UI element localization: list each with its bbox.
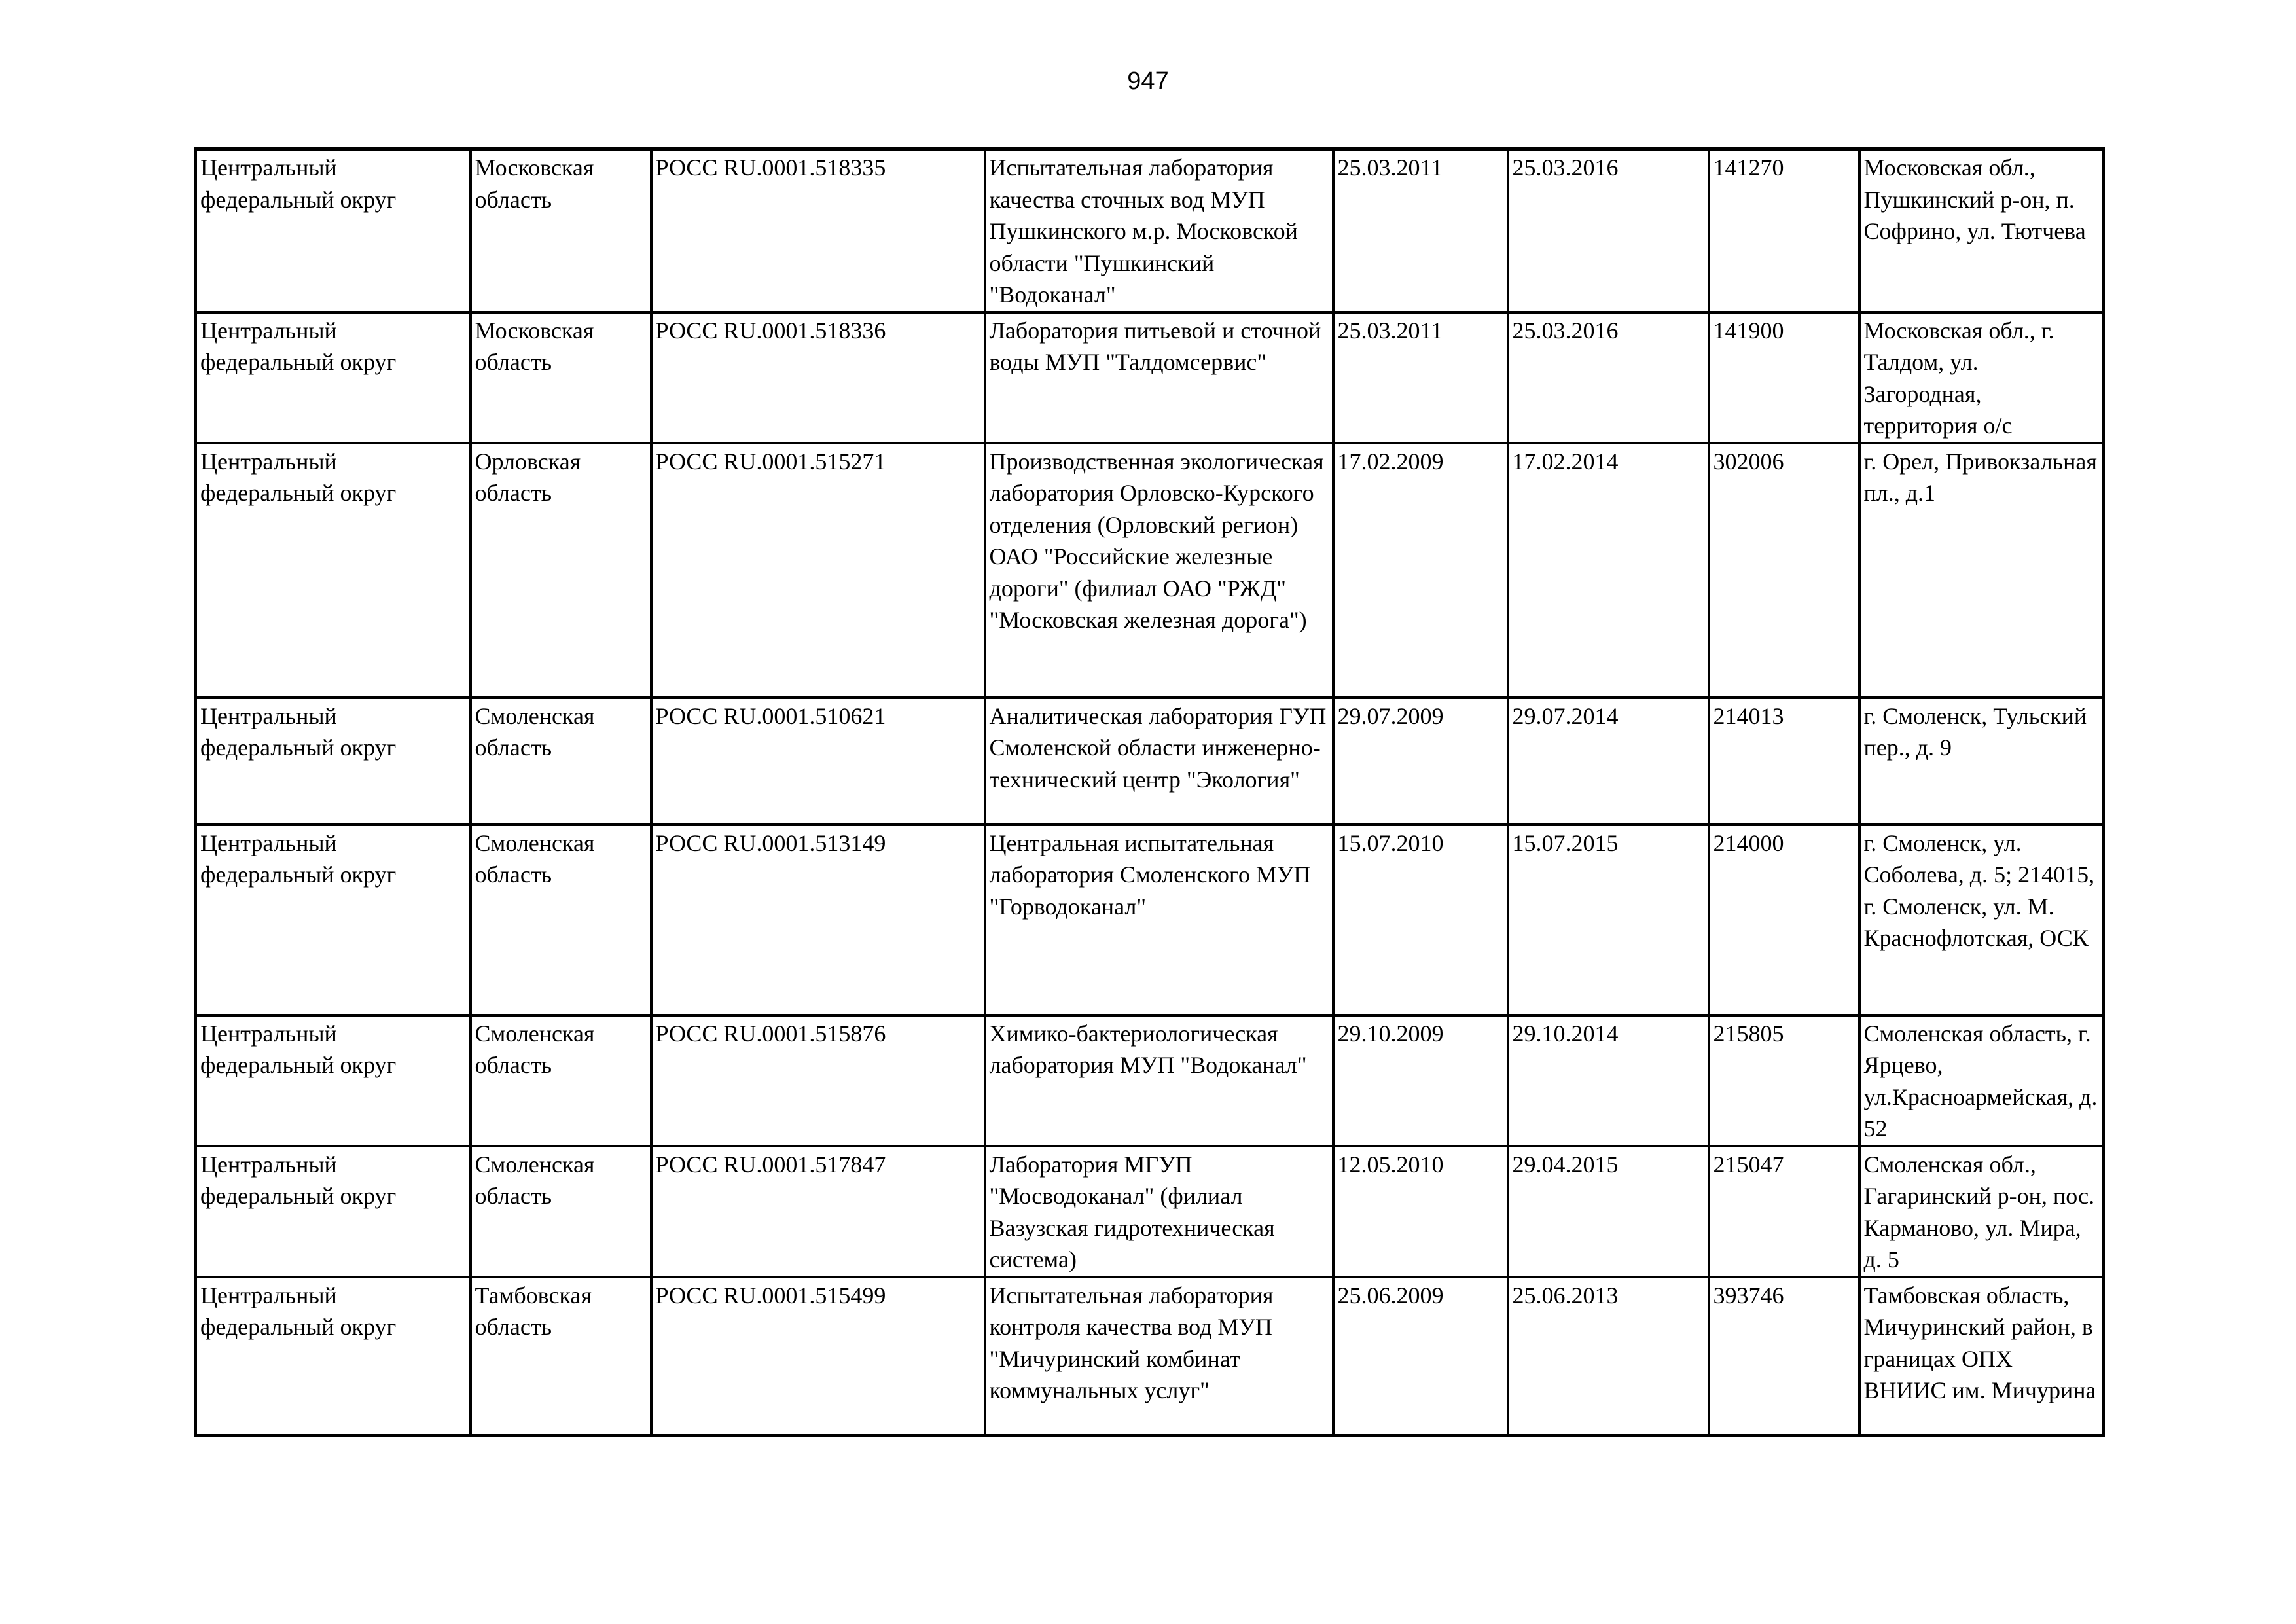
district-cell: Центральный федеральный округ xyxy=(196,698,471,825)
district-cell: Центральный федеральный округ xyxy=(196,1015,471,1146)
valid-from-cell: 25.03.2011 xyxy=(1333,312,1508,443)
certificate-cell: РОСС RU.0001.513149 xyxy=(651,825,985,1015)
laboratory-cell: Испытательная лаборатория качества сточных вод МУП Пушкинского м.р. Московской области "Пушкинский "Водоканал" xyxy=(985,149,1333,312)
table-row xyxy=(196,1277,2104,1435)
valid-to-cell: 29.04.2015 xyxy=(1508,1146,1709,1277)
certificate-cell: РОСС RU.0001.515499 xyxy=(651,1277,985,1435)
table-row xyxy=(196,698,2104,825)
laboratory-cell: Центральная испытательная лаборатория Смоленского МУП "Горводоканал" xyxy=(985,825,1333,1015)
valid-to-cell: 17.02.2014 xyxy=(1508,443,1709,698)
certificate-cell: РОСС RU.0001.518336 xyxy=(651,312,985,443)
postal-index-cell: 141270 xyxy=(1709,149,1859,312)
table-row xyxy=(196,1146,2104,1277)
valid-from-cell: 29.10.2009 xyxy=(1333,1015,1508,1146)
valid-from-cell: 17.02.2009 xyxy=(1333,443,1508,698)
page-number: 947 xyxy=(1127,67,1169,95)
address-cell: Московская обл., Пушкинский р-он, п. Софрино, ул. Тютчева xyxy=(1859,149,2104,312)
postal-index-cell: 214013 xyxy=(1709,698,1859,825)
certificate-cell: РОСС RU.0001.515876 xyxy=(651,1015,985,1146)
table-row xyxy=(196,1015,2104,1146)
postal-index-cell: 215805 xyxy=(1709,1015,1859,1146)
laboratory-registry-table xyxy=(194,147,2105,1437)
valid-to-cell: 25.03.2016 xyxy=(1508,149,1709,312)
laboratory-cell: Производственная экологическая лаборатория Орловско-Курского отделения (Орловский регион) ОАО "Российские железные дороги" (филиал ОАО "РЖД" "Московская железная дорога") xyxy=(985,443,1333,698)
address-cell: Тамбовская область, Мичуринский район, в границах ОПХ ВНИИС им. Мичурина xyxy=(1859,1277,2104,1435)
table-row xyxy=(196,149,2104,312)
district-cell: Центральный федеральный округ xyxy=(196,149,471,312)
address-cell: г. Орел, Привокзальная пл., д.1 xyxy=(1859,443,2104,698)
postal-index-cell: 215047 xyxy=(1709,1146,1859,1277)
region-cell: Московская область xyxy=(471,312,651,443)
address-cell: Московская обл., г. Талдом, ул. Загородная, территория о/с xyxy=(1859,312,2104,443)
certificate-cell: РОСС RU.0001.518335 xyxy=(651,149,985,312)
table-row xyxy=(196,825,2104,1015)
laboratory-cell: Лаборатория МГУП "Мосводоканал" (филиал Вазузская гидротехническая система) xyxy=(985,1146,1333,1277)
laboratory-cell: Испытательная лаборатория контроля качества вод МУП "Мичуринский комбинат коммунальных услуг" xyxy=(985,1277,1333,1435)
postal-index-cell: 214000 xyxy=(1709,825,1859,1015)
valid-from-cell: 25.06.2009 xyxy=(1333,1277,1508,1435)
address-cell: г. Смоленск, ул. Соболева, д. 5; 214015, г. Смоленск, ул. М. Краснофлотская, ОСК xyxy=(1859,825,2104,1015)
region-cell: Орловская область xyxy=(471,443,651,698)
region-cell: Смоленская область xyxy=(471,825,651,1015)
district-cell: Центральный федеральный округ xyxy=(196,1277,471,1435)
region-cell: Смоленская область xyxy=(471,1146,651,1277)
valid-from-cell: 12.05.2010 xyxy=(1333,1146,1508,1277)
postal-index-cell: 302006 xyxy=(1709,443,1859,698)
certificate-cell: РОСС RU.0001.515271 xyxy=(651,443,985,698)
laboratory-cell: Аналитическая лаборатория ГУП Смоленской области инженерно-технический центр "Экология" xyxy=(985,698,1333,825)
postal-index-cell: 141900 xyxy=(1709,312,1859,443)
certificate-cell: РОСС RU.0001.517847 xyxy=(651,1146,985,1277)
laboratory-cell: Лаборатория питьевой и сточной воды МУП "Талдомсервис" xyxy=(985,312,1333,443)
region-cell: Смоленская область xyxy=(471,698,651,825)
valid-to-cell: 25.03.2016 xyxy=(1508,312,1709,443)
table-row xyxy=(196,443,2104,698)
valid-to-cell: 29.10.2014 xyxy=(1508,1015,1709,1146)
laboratory-cell: Химико-бактериологическая лаборатория МУП "Водоканал" xyxy=(985,1015,1333,1146)
district-cell: Центральный федеральный округ xyxy=(196,312,471,443)
valid-from-cell: 25.03.2011 xyxy=(1333,149,1508,312)
postal-index-cell: 393746 xyxy=(1709,1277,1859,1435)
region-cell: Смоленская область xyxy=(471,1015,651,1146)
district-cell: Центральный федеральный округ xyxy=(196,443,471,698)
certificate-cell: РОСС RU.0001.510621 xyxy=(651,698,985,825)
valid-to-cell: 29.07.2014 xyxy=(1508,698,1709,825)
valid-from-cell: 29.07.2009 xyxy=(1333,698,1508,825)
district-cell: Центральный федеральный округ xyxy=(196,825,471,1015)
region-cell: Московская область xyxy=(471,149,651,312)
address-cell: г. Смоленск, Тульский пер., д. 9 xyxy=(1859,698,2104,825)
valid-to-cell: 15.07.2015 xyxy=(1508,825,1709,1015)
district-cell: Центральный федеральный округ xyxy=(196,1146,471,1277)
address-cell: Смоленская обл., Гагаринский р-он, пос. Карманово, ул. Мира, д. 5 xyxy=(1859,1146,2104,1277)
region-cell: Тамбовская область xyxy=(471,1277,651,1435)
address-cell: Смоленская область, г. Ярцево, ул.Красноармейская, д. 52 xyxy=(1859,1015,2104,1146)
table-row xyxy=(196,312,2104,443)
valid-from-cell: 15.07.2010 xyxy=(1333,825,1508,1015)
valid-to-cell: 25.06.2013 xyxy=(1508,1277,1709,1435)
